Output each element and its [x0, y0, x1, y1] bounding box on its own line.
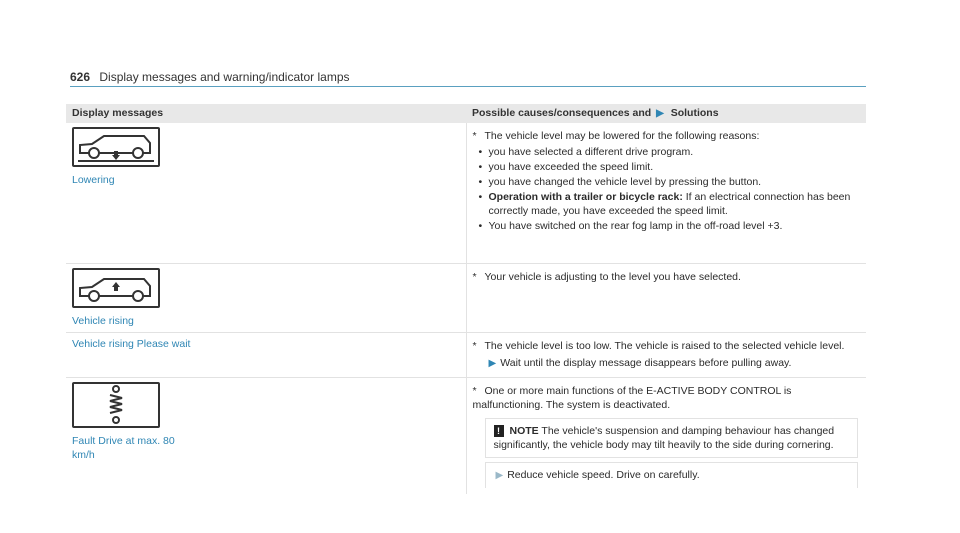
message-fault-line2: km/h [72, 448, 95, 461]
arrow-right-icon: ▶ [488, 357, 497, 369]
cause-text: Your vehicle is adjusting to the level you have selected. [484, 270, 741, 283]
page-number: 626 [70, 70, 91, 84]
table-header-row [66, 104, 866, 123]
solution-step: ▶ Reduce vehicle speed. Drive on carefully. [485, 462, 859, 488]
header-rule [70, 86, 866, 87]
list-item: • Operation with a trailer or bicycle rack: If an electrical connection has been correctly made, you have exceeded the speed limit. [489, 190, 859, 218]
list-item: • you have exceeded the speed limit. [489, 160, 859, 174]
list-item: • You have switched on the rear fog lamp in the off-road level +3. [489, 219, 859, 233]
note-box: ! NOTE The vehicle's suspension and damping behaviour has changed significantly, the vehicle body may tilt heavily to the side during cornering. [485, 418, 859, 458]
solution-step: ▶ Wait until the display message disappears before pulling away. [488, 356, 792, 369]
col-header-causes: Possible causes/consequences and ▶ Solutions [466, 104, 866, 123]
list-item: • you have changed the vehicle level by pressing the button. [489, 175, 859, 189]
message-lowering: Lowering [72, 174, 115, 186]
page-title: Display messages and warning/indicator lamps [99, 70, 350, 84]
message-vehicle-rising-please-wait: Vehicle rising Please wait [72, 337, 191, 350]
display-messages-table [66, 104, 866, 494]
col-header-messages: Display messages [66, 104, 466, 123]
suspension-fault-icon [72, 382, 160, 428]
cause-text: One or more main functions of the E-ACTIVE BODY CONTROL is malfunctioning. The system is deactivated. [472, 384, 792, 411]
table-row: Vehicle rising Please wait * The vehicle level is too low. The vehicle is raised to the selected vehicle level. ▶ Wait until the display message disappears before pulling away. [66, 332, 866, 377]
table-row: Fault Drive at max. 80 km/h * One or more main functions of the E-ACTIVE BODY CONTROL is malfunctioning. The system is deactivated. ! NOTE The vehicle's suspension and damping behaviour has changed significantly, the vehicle body may tilt heavily to the side during cornering. ▶ Reduce vehicle speed. Drive on carefully. [66, 377, 866, 494]
message-vehicle-rising: Vehicle rising [72, 314, 134, 327]
page-header [70, 70, 350, 84]
message-fault-line1: Fault Drive at max. 80 [72, 434, 175, 447]
table-row: Lowering * The vehicle level may be lowered for the following reasons: • you have selected a different drive program. • you have exceeded the speed limit. • you have changed the vehicle level by pressing the button. • Operation with a trailer or bicycle rack: If an electrical connection has been correctly made, you have exceeded the speed limit. • You have switched on the rear fog lamp in the off-road level +3. [66, 123, 866, 263]
arrow-right-icon: ▶ [495, 469, 504, 481]
vehicle-lowering-icon [72, 127, 160, 167]
warning-exclamation-icon: ! [494, 425, 504, 437]
cause-text: The vehicle level may be lowered for the following reasons: [484, 130, 760, 142]
reasons-list [473, 145, 859, 233]
list-item: • you have selected a different drive program. [489, 145, 859, 159]
vehicle-rising-icon [72, 268, 160, 308]
cause-text: The vehicle level is too low. The vehicle is raised to the selected vehicle level. [484, 339, 845, 352]
arrow-right-icon: ▶ [656, 108, 664, 119]
table-row: Vehicle rising * Your vehicle is adjusting to the level you have selected. [66, 263, 866, 332]
